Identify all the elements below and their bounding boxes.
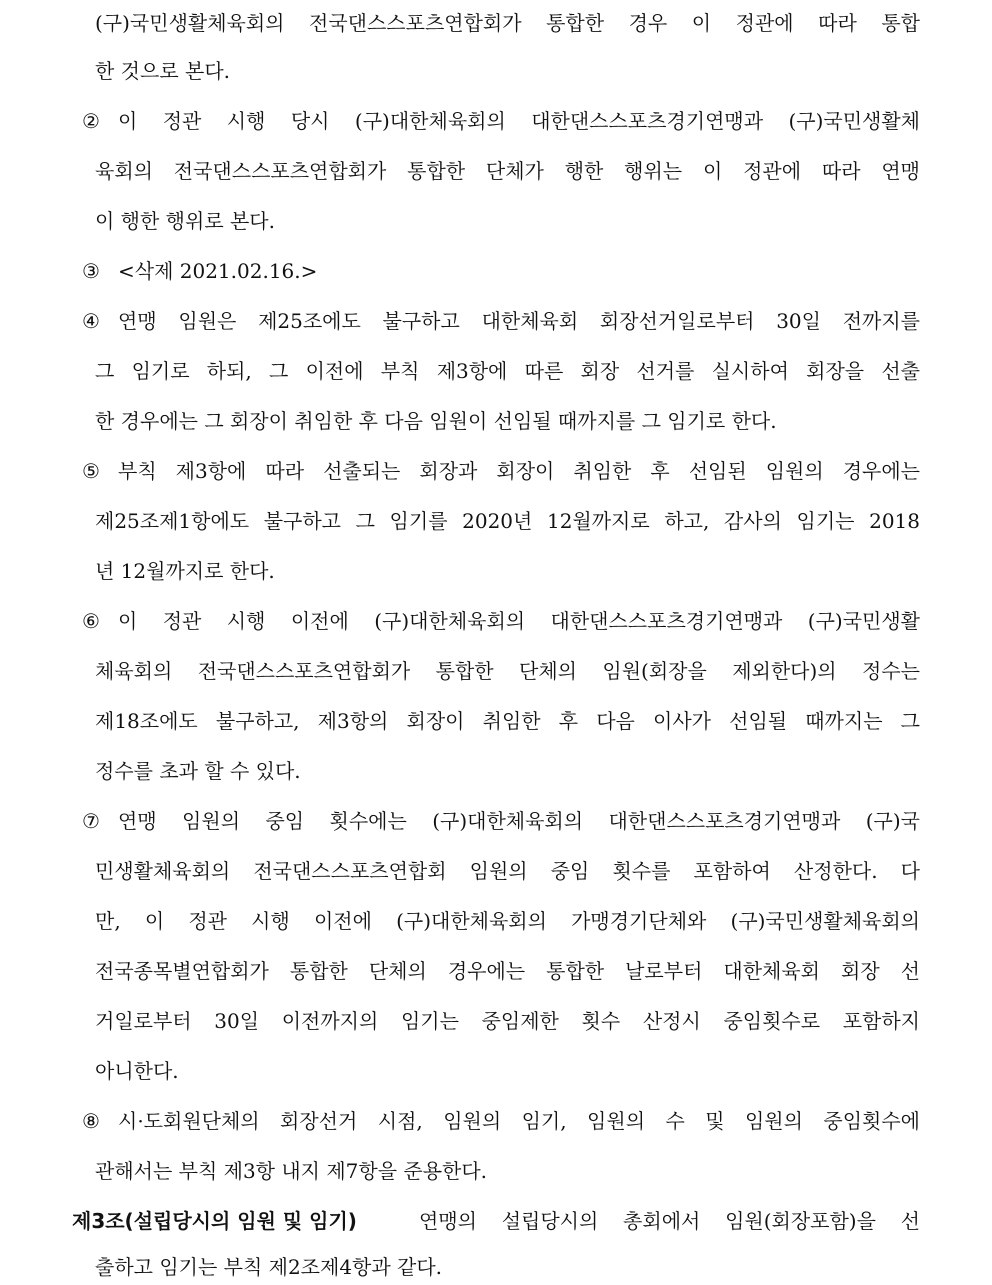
item-marker: ⑧ [82, 1109, 100, 1133]
text-line [0, 356, 992, 386]
text-line [0, 1056, 992, 1086]
text-line [0, 8, 992, 38]
article-title: 제3조(설립당시의 임원 및 임기) [72, 1209, 357, 1233]
article-heading-line [0, 1206, 992, 1236]
item-text: 제25조제1항에도 불구하고 그 임기를 2020년 12월까지로 하고, 감사의 임기는 2018 [95, 509, 920, 533]
text-line [0, 156, 992, 186]
text-line [0, 206, 992, 236]
text-line [0, 406, 992, 436]
item-text: 년 12월까지로 한다. [95, 559, 275, 583]
text-line [0, 956, 992, 986]
item-text: 민생활체육회의 전국댄스스포츠연합회 임원의 중임 횟수를 포함하여 산정한다. 다 [95, 859, 920, 883]
item-text: 제18조에도 불구하고, 제3항의 회장이 취임한 후 다음 이사가 선임될 때까지는 그 [95, 709, 920, 733]
item-text: 정수를 초과 할 수 있다. [95, 759, 301, 783]
list-item [0, 256, 992, 286]
text-line [0, 1006, 992, 1036]
item-text: 만, 이 정관 시행 이전에 (구)대한체육회의 가맹경기단체와 (구)국민생활체육회의 [95, 909, 920, 933]
item-text: 육회의 전국댄스스포츠연합회가 통합한 단체가 행한 행위는 이 정관에 따라 연맹 [95, 159, 920, 183]
text-line [0, 1252, 992, 1282]
article-text: 출하고 임기는 부칙 제2조제4항과 같다. [95, 1255, 443, 1279]
list-item [0, 606, 992, 636]
text-line [0, 656, 992, 686]
item-text: 이 정관 시행 이전에 (구)대한체육회의 대한댄스스포츠경기연맹과 (구)국민생활 [118, 609, 920, 633]
item-marker: ② [82, 109, 100, 133]
text-line [0, 706, 992, 736]
item-text: 체육회의 전국댄스스포츠연합회가 통합한 단체의 임원(회장을 제외한다)의 정수는 [95, 659, 920, 683]
list-item [0, 806, 992, 836]
article-text: 연맹의 설립당시의 총회에서 임원(회장포함)을 선 [419, 1209, 920, 1233]
item-text: 이 정관 시행 당시 (구)대한체육회의 대한댄스스포츠경기연맹과 (구)국민생활체 [118, 109, 920, 133]
item-marker: ③ [82, 259, 100, 283]
text-line [0, 556, 992, 586]
item-text: 부칙 제3항에 따라 선출되는 회장과 회장이 취임한 후 선임된 임원의 경우에는 [118, 459, 920, 483]
list-item [0, 306, 992, 336]
text-line [0, 56, 992, 86]
item-marker: ⑤ [82, 459, 100, 483]
item-text: 아니한다. [95, 1059, 179, 1083]
item-text: 전국종목별연합회가 통합한 단체의 경우에는 통합한 날로부터 대한체육회 회장 선 [95, 959, 920, 983]
text-line [0, 756, 992, 786]
list-item [0, 456, 992, 486]
item-text: 관해서는 부칙 제3항 내지 제7항을 준용한다. [95, 1159, 488, 1183]
item-text: 시·도회원단체의 회장선거 시점, 임원의 임기, 임원의 수 및 임원의 중임횟수에 [118, 1109, 920, 1133]
item-text: 연맹 임원은 제25조에도 불구하고 대한체육회 회장선거일로부터 30일 전까지를 [118, 309, 920, 333]
item-text: 그 임기로 하되, 그 이전에 부칙 제3항에 따른 회장 선거를 실시하여 회장을 선출 [95, 359, 920, 383]
item-text: 거일로부터 30일 이전까지의 임기는 중임제한 횟수 산정시 중임횟수로 포함하지 [95, 1009, 920, 1033]
list-item [0, 106, 992, 136]
item-marker: ⑦ [82, 809, 100, 833]
item-text: <삭제 2021.02.16.> [118, 259, 318, 283]
item-text: 한 경우에는 그 회장이 취임한 후 다음 임원이 선임될 때까지를 그 임기로 한다. [95, 409, 777, 433]
item-marker: ⑥ [82, 609, 100, 633]
paragraph-text: (구)국민생활체육회의 전국댄스스포츠연합회가 통합한 경우 이 정관에 따라 통합 [95, 11, 920, 35]
text-line [0, 506, 992, 536]
paragraph-text: 한 것으로 본다. [95, 59, 230, 83]
text-line [0, 906, 992, 936]
list-item [0, 1106, 992, 1136]
text-line [0, 1156, 992, 1186]
item-text: 연맹 임원의 중임 횟수에는 (구)대한체육회의 대한댄스스포츠경기연맹과 (구)국 [118, 809, 920, 833]
item-marker: ④ [82, 309, 100, 333]
text-line [0, 856, 992, 886]
item-text: 이 행한 행위로 본다. [95, 209, 275, 233]
